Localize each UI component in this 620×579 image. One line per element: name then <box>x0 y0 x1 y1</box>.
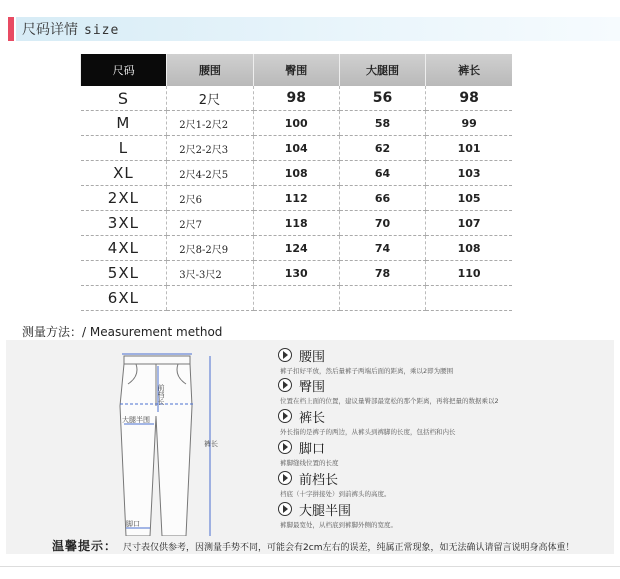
cell-size: 3XL <box>81 211 167 236</box>
bottom-divider <box>0 566 620 567</box>
cell-hip: 118 <box>253 211 339 236</box>
cell-waist: 2尺1-2尺2 <box>167 111 253 136</box>
section-subtitle: size <box>84 23 120 38</box>
measure-label-text: 脚口 <box>299 442 326 457</box>
measure-desc: 裤脚缝线位置的长度 <box>280 459 339 467</box>
cell-thigh: 64 <box>339 161 425 186</box>
cell-thigh: 62 <box>339 136 425 161</box>
cell-waist: 2尺2-2尺3 <box>167 136 253 161</box>
table-row <box>81 211 513 236</box>
col-header-size: 尺码 <box>81 54 167 86</box>
cell-hip: 112 <box>253 186 339 211</box>
tip-label: 温馨提示： <box>52 539 118 553</box>
cell-size: 5XL <box>81 261 167 286</box>
play-icon <box>278 409 292 423</box>
cell-length: 108 <box>426 236 512 261</box>
cell-hip: 104 <box>253 136 339 161</box>
section-title <box>22 19 119 39</box>
cell-waist: 2尺 <box>167 86 253 111</box>
measure-desc: 档底（十字拼接处）到前裤头的高度。 <box>280 490 391 498</box>
measure-label <box>278 469 338 488</box>
play-icon <box>278 440 292 454</box>
table-row <box>81 161 513 186</box>
section-header <box>0 14 620 44</box>
measure-desc: 裤脚最宽处，从档底到裤脚外侧的宽度。 <box>280 521 397 529</box>
cell-waist: 2尺6 <box>167 186 253 211</box>
cell-length <box>426 286 512 311</box>
cell-thigh: 66 <box>339 186 425 211</box>
cell-length: 105 <box>426 186 512 211</box>
cell-thigh: 78 <box>339 261 425 286</box>
measure-label <box>278 438 325 457</box>
cell-thigh: 74 <box>339 236 425 261</box>
cell-size: 2XL <box>81 186 167 211</box>
measure-label-text: 前档长 <box>299 473 339 488</box>
cell-hip: 108 <box>253 161 339 186</box>
col-header-waist: 腰围 <box>167 54 253 86</box>
table-row <box>81 286 513 311</box>
col-header-thigh: 大腿围 <box>339 54 425 86</box>
cell-hip: 130 <box>253 261 339 286</box>
pants-diagram <box>106 346 236 536</box>
diagram-label-front-rise: 前档长 <box>157 384 165 405</box>
cell-length: 99 <box>426 111 512 136</box>
play-icon <box>278 502 292 516</box>
measure-label <box>278 407 325 426</box>
measurement-title: 测量方法：/ Measurement method <box>22 325 223 339</box>
measure-label <box>278 346 325 365</box>
measure-label-text: 大腿半围 <box>299 504 352 519</box>
col-header-length: 裤长 <box>426 54 512 86</box>
col-header-hip: 臀围 <box>253 54 339 86</box>
table-row <box>81 261 513 286</box>
table-row <box>81 111 513 136</box>
cell-length: 110 <box>426 261 512 286</box>
table-row <box>81 86 513 111</box>
cell-waist: 2尺8-2尺9 <box>167 236 253 261</box>
cell-length: 107 <box>426 211 512 236</box>
cell-hip <box>253 286 339 311</box>
cell-hip: 98 <box>253 86 339 111</box>
measure-label <box>278 500 351 519</box>
measure-desc: 外长指的是裤子的两边，从裤头到裤脚的长度，包括档和内长 <box>280 428 456 436</box>
measure-label-text: 臀围 <box>299 380 326 395</box>
measure-label-text: 腰围 <box>299 350 326 365</box>
cell-thigh: 56 <box>339 86 425 111</box>
diagram-label-hem: 脚口 <box>126 520 140 528</box>
cell-thigh <box>339 286 425 311</box>
tip-text: 尺寸表仅供参考，因测量手势不同，可能会有2cm左右的误差，纯属正常现象，如无法确认请留言说明身高体重！ <box>123 543 575 553</box>
cell-size: 6XL <box>81 286 167 311</box>
cell-waist <box>167 286 253 311</box>
cell-size: 4XL <box>81 236 167 261</box>
tip-note <box>52 537 574 554</box>
cell-hip: 124 <box>253 236 339 261</box>
play-icon <box>278 378 292 392</box>
measure-desc: 位置在档上面的位置，建议量臀部最宽松的那个距离，再将把量的数据乘以2 <box>280 397 499 405</box>
diagram-label-length: 裤长 <box>204 440 218 448</box>
cell-length: 103 <box>426 161 512 186</box>
play-icon <box>278 348 292 362</box>
cell-size: M <box>81 111 167 136</box>
play-icon <box>278 471 292 485</box>
table-header-row <box>81 54 513 86</box>
table-row <box>81 136 513 161</box>
table-row <box>81 186 513 211</box>
diagram-label-thigh: 大腿半围 <box>122 416 150 424</box>
cell-length: 101 <box>426 136 512 161</box>
measure-label <box>278 376 325 395</box>
cell-waist: 2尺4-2尺5 <box>167 161 253 186</box>
size-table <box>80 54 512 311</box>
cell-size: L <box>81 136 167 161</box>
table-row <box>81 236 513 261</box>
cell-thigh: 58 <box>339 111 425 136</box>
measure-label-text: 裤长 <box>299 411 326 426</box>
cell-size: S <box>81 86 167 111</box>
cell-size: XL <box>81 161 167 186</box>
cell-waist: 2尺7 <box>167 211 253 236</box>
header-accent <box>8 17 14 41</box>
cell-thigh: 70 <box>339 211 425 236</box>
cell-hip: 100 <box>253 111 339 136</box>
cell-waist: 3尺-3尺2 <box>167 261 253 286</box>
measure-desc: 裤子扣好平放，然后量裤子两端后面的距离，乘以2即为腰围 <box>280 367 454 375</box>
section-title-text: 尺码详情 <box>22 22 78 38</box>
cell-length: 98 <box>426 86 512 111</box>
